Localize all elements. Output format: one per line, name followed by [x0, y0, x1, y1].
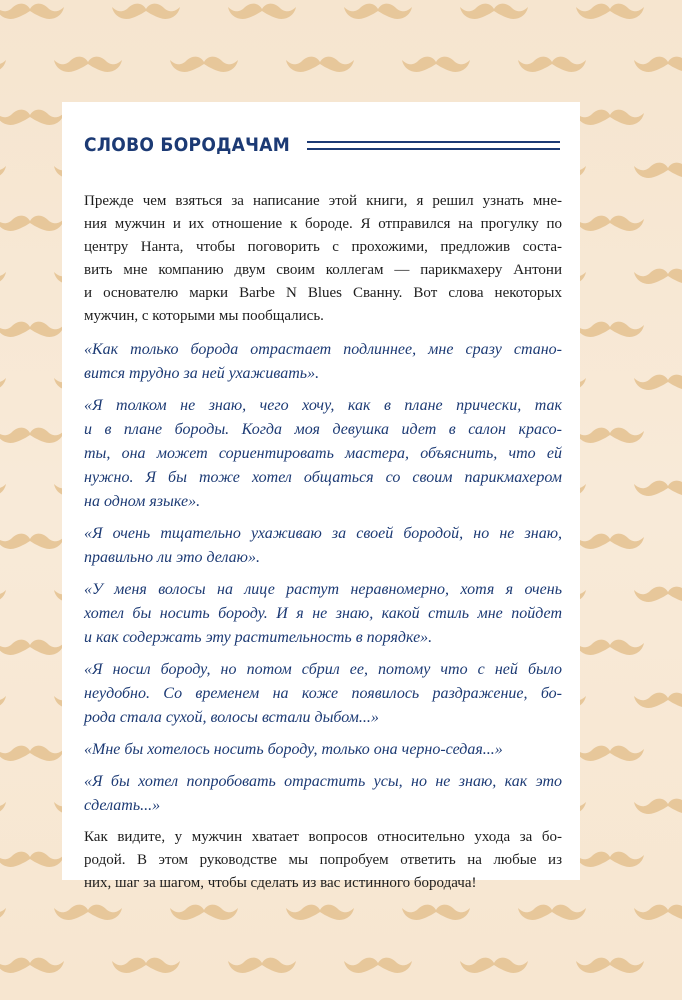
intro-line: вить мне компанию двум своим коллегам — парикмахеру Антони [84, 262, 562, 278]
mustache-icon [344, 4, 412, 19]
quote-paragraph [84, 658, 562, 730]
quote-paragraph [84, 770, 562, 818]
quote-line: неудобно. Со временем на коже появилось раздражение, бо- [84, 685, 562, 702]
mustache-icon [576, 958, 644, 973]
outro-line: них, шаг за шагом, чтобы сделать из вас истинного бородача! [84, 875, 477, 891]
mustache-icon [286, 57, 354, 72]
mustache-icon [0, 216, 64, 231]
quote-line: и в плане бороды. Когда моя девушка идет в салон красо- [84, 421, 562, 438]
mustache-icon [576, 4, 644, 19]
mustache-icon [0, 746, 64, 761]
mustache-icon [170, 57, 238, 72]
outro-paragraph [84, 826, 562, 895]
mustache-icon [0, 640, 64, 655]
mustache-icon [0, 163, 6, 178]
mustache-icon [344, 958, 412, 973]
quotes-list [84, 338, 562, 818]
quote-line: хотел бы носить бороду. И я не знаю, какой стиль мне пойдет [84, 605, 562, 622]
mustache-icon [634, 163, 682, 178]
quote-line: «Я толком не знаю, чего хочу, как в плане прически, так [84, 397, 562, 414]
mustache-icon [576, 110, 644, 125]
intro-line: ния мужчин и их отношение к бороде. Я отправился на прогулку по [84, 216, 562, 232]
mustache-icon [0, 587, 6, 602]
mustache-icon [0, 57, 6, 72]
mustache-icon [634, 481, 682, 496]
mustache-icon [576, 534, 644, 549]
intro-paragraph [84, 190, 562, 328]
mustache-icon [634, 375, 682, 390]
quote-line: «Я очень тщательно ухаживаю за своей бородой, но не знаю, [84, 525, 562, 542]
mustache-icon [0, 4, 64, 19]
mustache-icon [576, 640, 644, 655]
text-card [62, 102, 580, 891]
mustache-icon [402, 57, 470, 72]
outro-line: Как видите, у мужчин хватает вопросов относительно ухода за бо- [84, 829, 562, 845]
quote-line: «У меня волосы на лице растут неравномерно, хотя я очень [84, 581, 562, 598]
quote-line: ты, она может сориентировать мастера, объяснить, что ей [84, 445, 562, 462]
quote-line: вится трудно за ней ухаживать». [84, 365, 320, 382]
heading-title: СЛОВО БОРОДАЧАМ [84, 134, 291, 156]
mustache-icon [634, 57, 682, 72]
mustache-icon [112, 4, 180, 19]
quote-line: правильно ли это делаю». [84, 549, 260, 566]
quote-line: и как содержать эту растительность в порядке». [84, 629, 433, 646]
intro-line: Прежде чем взяться за написание этой книги, я решил узнать мне- [84, 193, 562, 209]
mustache-icon [228, 958, 296, 973]
mustache-icon [634, 905, 682, 920]
quote-line: «Мне бы хотелось носить бороду, только она черно-седая...» [84, 741, 503, 758]
mustache-icon [576, 216, 644, 231]
quote-paragraph [84, 578, 562, 650]
mustache-icon [0, 110, 64, 125]
quote-line: «Я носил бороду, но потом сбрил ее, потому что с ней было [84, 661, 562, 678]
body-text [84, 190, 562, 907]
quote-paragraph [84, 522, 562, 570]
heading-double-rule [307, 141, 560, 150]
mustache-icon [0, 958, 64, 973]
mustache-icon [576, 322, 644, 337]
intro-line: мужчин, с которыми мы пообщались. [84, 308, 324, 324]
intro-line: и основателю марки Barbe N Blues Сванну. Вот слова некоторых [84, 285, 562, 301]
quote-line: «Я бы хотел попробовать отрастить усы, но не знаю, как это [84, 773, 562, 790]
mustache-icon [576, 428, 644, 443]
mustache-icon [0, 852, 64, 867]
mustache-icon [0, 799, 6, 814]
mustache-icon [460, 4, 528, 19]
quote-line: нужно. Я бы тоже хотел общаться со своим парикмахером [84, 469, 562, 486]
mustache-icon [0, 534, 64, 549]
quote-line: сделать...» [84, 797, 161, 814]
mustache-icon [576, 852, 644, 867]
quote-paragraph [84, 338, 562, 386]
mustache-icon [460, 958, 528, 973]
outro-line: родой. В этом руководстве мы попробуем ответить на любые из [84, 852, 562, 868]
section-heading [84, 130, 560, 160]
mustache-icon [634, 269, 682, 284]
mustache-icon [0, 428, 64, 443]
mustache-icon [0, 905, 6, 920]
mustache-icon [634, 693, 682, 708]
quote-line: на одном языке». [84, 493, 201, 510]
mustache-icon [112, 958, 180, 973]
mustache-icon [0, 269, 6, 284]
mustache-icon [0, 481, 6, 496]
mustache-icon [634, 587, 682, 602]
quote-line: рода стала сухой, волосы встали дыбом...» [84, 709, 379, 726]
mustache-icon [54, 57, 122, 72]
mustache-icon [228, 4, 296, 19]
mustache-icon [518, 57, 586, 72]
intro-line: центру Нанта, чтобы поговорить с прохожими, предложив состa- [84, 239, 562, 255]
quote-line: «Как только борода отрастает подлиннее, мне сразу стано- [84, 341, 562, 358]
mustache-icon [0, 322, 64, 337]
mustache-icon [0, 375, 6, 390]
mustache-icon [634, 799, 682, 814]
quote-paragraph [84, 738, 562, 762]
mustache-icon [576, 746, 644, 761]
quote-paragraph [84, 394, 562, 514]
mustache-icon [0, 693, 6, 708]
